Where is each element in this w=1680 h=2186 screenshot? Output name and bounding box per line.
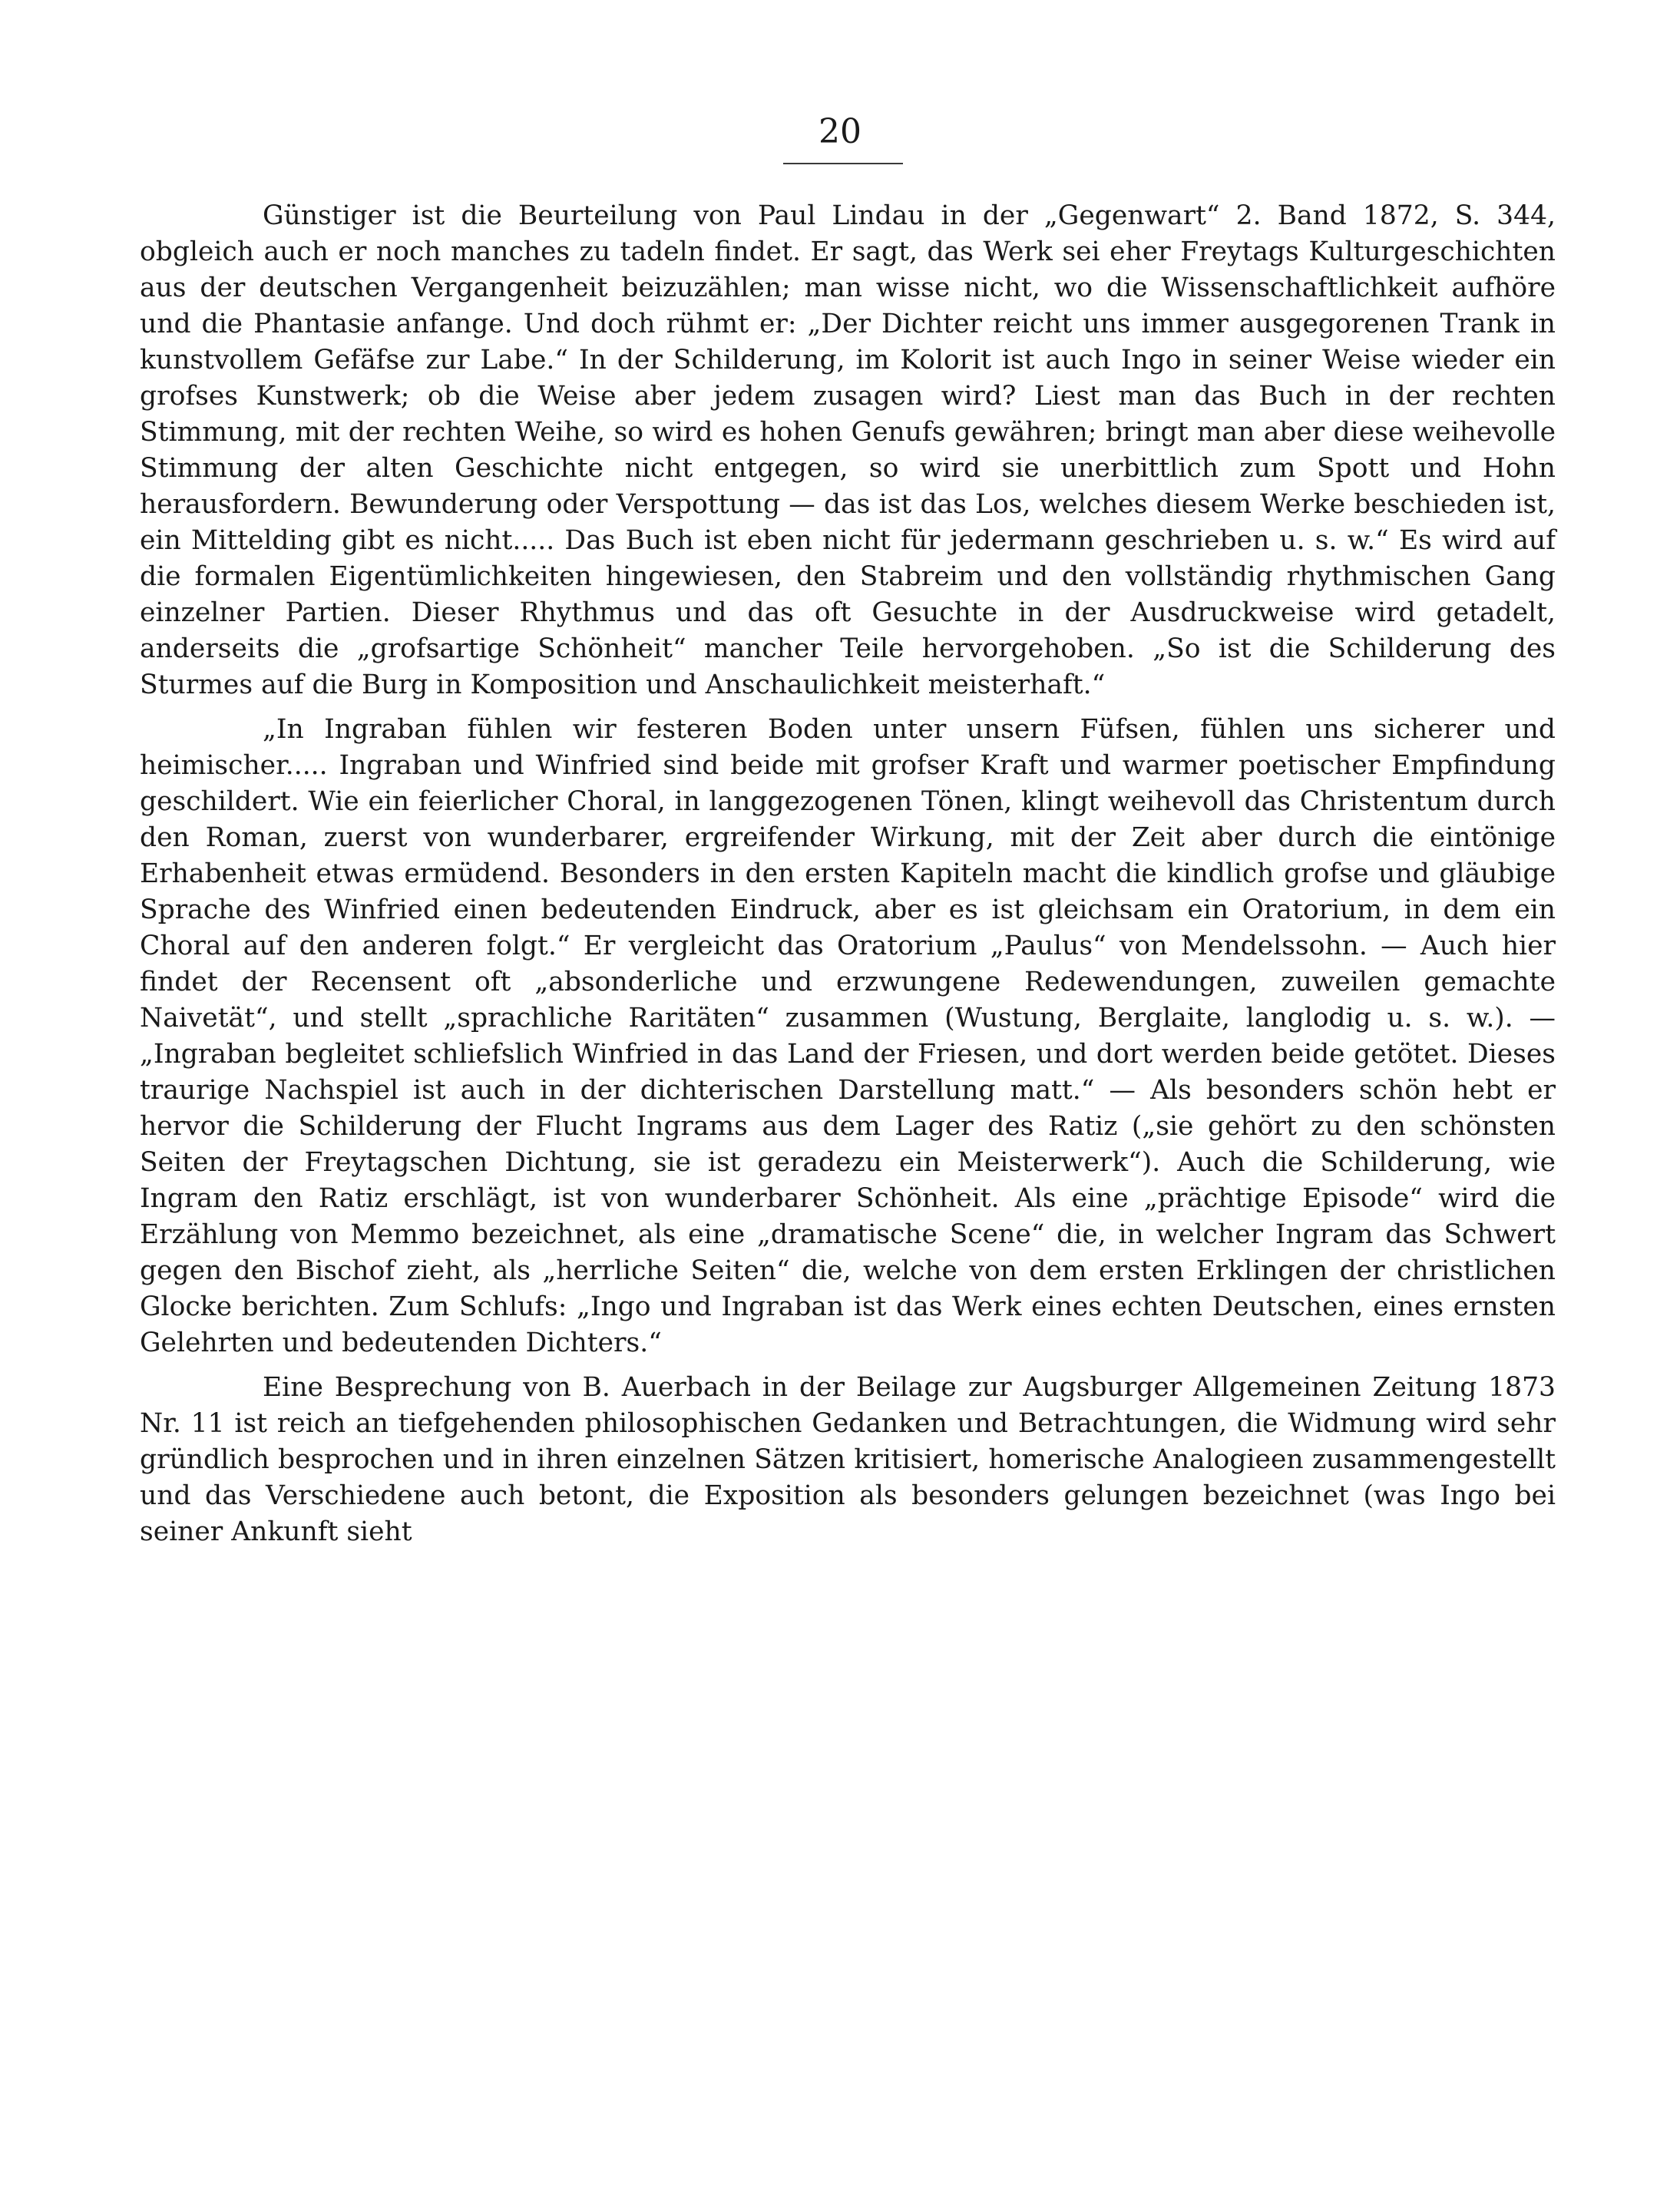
- text-body: [140, 198, 1556, 1550]
- page-number: 20: [819, 112, 861, 151]
- paragraph-auerbach-review: Eine Besprechung von B. Auerbach in der Beilage zur Augsburger Allgemeinen Zeitung 1873 Nr. 11 ist reich an tiefgehenden philosophischen Gedanken und Betrachtungen, die Widmung wird sehr gründlich besprochen und in ihren einzelnen Sätzen kritisiert, homerische Analogieen zusammengestellt und das Verschiedene auch betont, die Exposition als besonders gelungen bezeichnet (was Ingo bei seiner Ankunft sieht: [140, 1372, 1556, 1547]
- page-number-rule: [783, 163, 903, 164]
- paragraph-ingraban: „In Ingraban fühlen wir festeren Boden unter unsern Füfsen, fühlen uns sicherer und heimischer..... Ingraban und Winfried sind beide mit grofser Kraft und warmer poetischer Empfindung geschildert. Wie ein feierlicher Choral, in langgezogenen Tönen, klingt weihevoll das Christentum durch den Roman, zuerst von wunderbarer, ergreifender Wirkung, mit der Zeit aber durch die eintönige Erhabenheit etwas ermüdend. Besonders in den ersten Kapiteln macht die kindlich grofse und gläubige Sprache des Winfried einen bedeutenden Eindruck, aber es ist gleichsam ein Oratorium, in dem ein Choral auf den anderen folgt.“ Er vergleicht das Oratorium „Paulus“ von Mendelssohn. — Auch hier findet der Recensent oft „absonderliche und erzwungene Redewendungen, zuweilen gemachte Naivetät“, und stellt „sprachliche Raritäten“ zusammen (Wustung, Berglaite, langlodig u. s. w.). — „Ingraban begleitet schliefslich Winfried in das Land der Friesen, und dort werden beide getötet. Dieses traurige Nachspiel ist auch in der dichterischen Darstellung matt.“ — Als besonders schön hebt er hervor die Schilderung der Flucht Ingrams aus dem Lager des Ratiz („sie gehört zu den schönsten Seiten der Freytagschen Dichtung, sie ist geradezu ein Meisterwerk“). Auch die Schilderung, wie Ingram den Ratiz erschlägt, ist von wunderbarer Schönheit. Als eine „prächtige Episode“ wird die Erzählung von Memmo bezeichnet, als eine „dramatische Scene“ die, in welcher Ingram das Schwert gegen den Bischof zieht, als „herrliche Seiten“ die, welche von dem ersten Erklingen der christlichen Glocke berichten. Zum Schlufs: „Ingo und Ingraban ist das Werk eines echten Deutschen, eines ernsten Gelehrten und bedeutenden Dichters.“: [140, 714, 1556, 1358]
- paragraph-lindau-review: Günstiger ist die Beurteilung von Paul Lindau in der „Gegenwart“ 2. Band 1872, S. 344, obgleich auch er noch manches zu tadeln findet. Er sagt, das Werk sei eher Freytags Kulturgeschichten aus der deutschen Vergangenheit beizuzählen; man wisse nicht, wo die Wissenschaftlichkeit aufhöre und die Phantasie anfange. Und doch rühmt er: „Der Dichter reicht uns immer ausgegorenen Trank in kunstvollem Gefäfse zur Labe.“ In der Schilderung, im Kolorit ist auch Ingo in seiner Weise wieder ein grofses Kunstwerk; ob die Weise aber jedem zusagen wird? Liest man das Buch in der rechten Stimmung, mit der rechten Weihe, so wird es hohen Genufs gewähren; bringt man aber diese weihevolle Stimmung der alten Geschichte nicht entgegen, so wird sie unerbittlich zum Spott und Hohn herausfordern. Bewunderung oder Verspottung — das ist das Los, welches diesem Werke beschieden ist, ein Mittelding gibt es nicht..... Das Buch ist eben nicht für jedermann geschrieben u. s. w.“ Es wird auf die formalen Eigentümlichkeiten hingewiesen, den Stabreim und den vollständig rhythmischen Gang einzelner Partien. Dieser Rhythmus und das oft Gesuchte in der Ausdruckweise wird getadelt, anderseits die „grofsartige Schönheit“ mancher Teile hervorgehoben. „So ist die Schilderung des Sturmes auf die Burg in Komposition und Anschaulichkeit meisterhaft.“: [140, 200, 1556, 700]
